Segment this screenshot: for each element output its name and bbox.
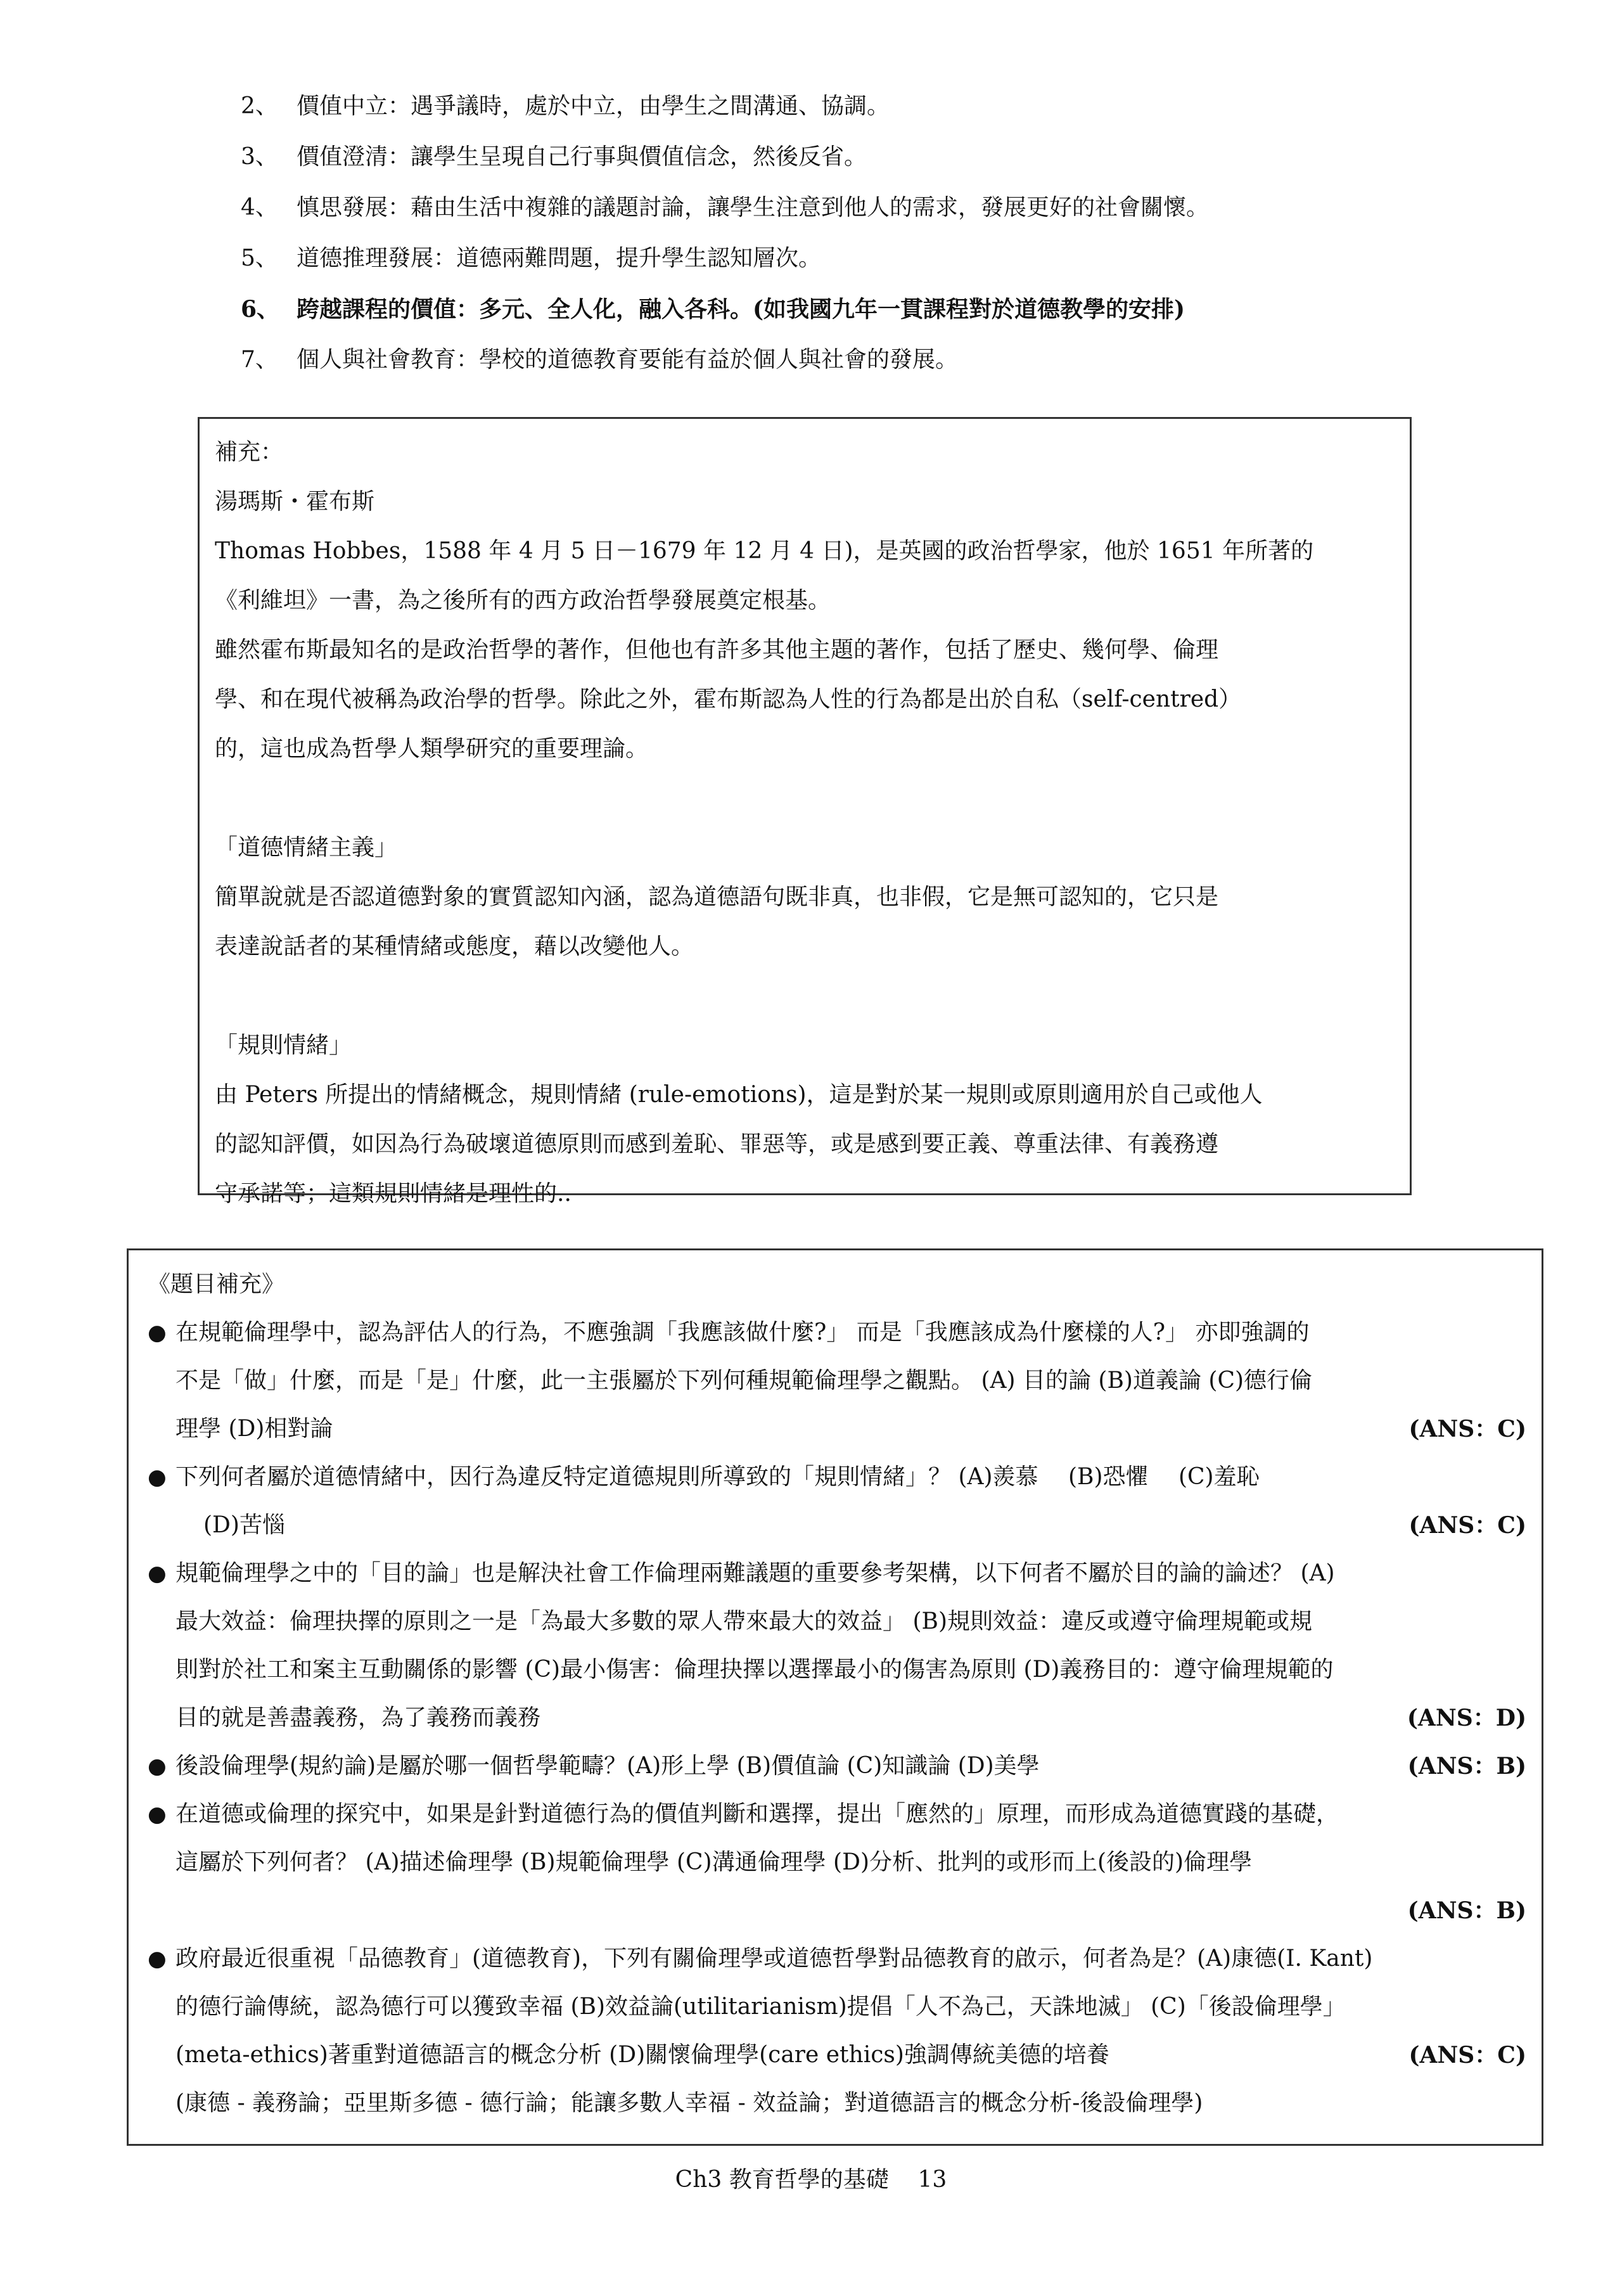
numbered-item [241, 132, 1445, 183]
question-item [148, 1935, 1526, 2127]
question-text: 目的就是善盡義務，為了義務而義務 [176, 1705, 541, 1731]
question-line: 的德行論傳統，認為德行可以獲致幸福 (B)效益論(utilitarianism)提倡「人不為己，天誅地滅」 (C)「後設倫理學」 [176, 1994, 1346, 2020]
supplement-subheading: 「道德情緒主義」 [215, 835, 398, 861]
numbered-item [241, 183, 1445, 233]
item-number: 5、 [241, 245, 278, 271]
question-line [148, 1887, 1526, 1935]
item-number: 4、 [241, 195, 278, 221]
question-line [148, 1742, 1526, 1790]
supplement-subheading: 「規則情緒」 [215, 1032, 352, 1058]
answer-label: (ANS：B) [1407, 1753, 1526, 1780]
question-item [148, 1742, 1526, 1790]
question-text: (meta-ethics)著重對道德語言的概念分析 (D)關懷倫理學(care ethics)強調傳統美德的培養 [176, 2042, 1109, 2068]
question-line: 政府最近很重視「品德教育」(道德教育)，下列有關倫理學或道德哲學對品德教育的啟示，何者為是？(A)康德(I. Kant) [176, 1946, 1373, 1972]
supplement-line: 《利維坦》一書，為之後所有的西方政治哲學發展奠定根基。 [215, 587, 831, 613]
numbered-item [241, 233, 1445, 284]
page-footer [0, 2161, 1622, 2199]
numbered-item [241, 335, 1445, 385]
supplement-heading: 補充： [215, 439, 284, 465]
answer-label: (ANS：D) [1407, 1705, 1526, 1731]
question-item [148, 1453, 1526, 1549]
supplement-line: 由 Peters 所提出的情緒概念，規則情緒 (rule-emotions)，這是對於某一規則或原則適用於自己或他人 [215, 1082, 1263, 1108]
question-line: 規範倫理學之中的「目的論」也是解決社會工作倫理兩難議題的重要參考架構，以下何者不屬於目的論的論述？ (A) [176, 1560, 1335, 1586]
numbered-item [241, 81, 1445, 132]
item-text: 道德推理發展：道德兩難問題，提升學生認知層次。 [297, 245, 822, 271]
item-text: 價值中立：遇爭議時，處於中立，由學生之間溝通、協調。 [297, 93, 890, 119]
bullet-icon: ● [148, 1561, 167, 1586]
question-text: (D)苦惱 [203, 1512, 285, 1538]
bullet-icon: ● [148, 1754, 167, 1779]
question-line: 在道德或倫理的探究中，如果是針對道德行為的價值判斷和選擇，提出「應然的」原理，而形成為道德實踐的基礎， [176, 1801, 1339, 1827]
questions-box [127, 1248, 1543, 2146]
question-text: 理學 (D)相對論 [176, 1416, 333, 1442]
supplement-line: 的，這也成為哲學人類學研究的重要理論。 [215, 736, 649, 762]
supplement-line: 的認知評價，如因為行為破壞道德原則而感到羞恥、罪惡等，或是感到要正義、尊重法律、有義務遵 [215, 1131, 1219, 1157]
numbered-item [241, 284, 1445, 335]
page-number: 13 [917, 2167, 947, 2193]
item-number: 2、 [241, 93, 278, 119]
item-text: 慎思發展：藉由生活中複雜的議題討論，讓學生注意到他人的需求，發展更好的社會關懷。 [297, 195, 1210, 221]
question-line: 這屬於下列何者？ (A)描述倫理學 (B)規範倫理學 (C)溝通倫理學 (D)分析、批判的或形而上(後設的)倫理學 [176, 1849, 1253, 1875]
supplement-line: 湯瑪斯・霍布斯 [215, 489, 375, 515]
supplement-line: 守承諾等；這類規則情緒是理性的.. [215, 1181, 572, 1207]
supplement-line: 簡單說就是否認道德對象的實質認知內涵，認為道德語句既非真，也非假，它是無可認知的，它只是 [215, 884, 1219, 910]
question-line: 最大效益：倫理抉擇的原則之一是「為最大多數的眾人帶來最大的效益」 (B)規則效益：違反或遵守倫理規範或規 [176, 1608, 1312, 1634]
numbered-list [241, 81, 1445, 385]
question-line: 在規範倫理學中，認為評估人的行為，不應強調「我應該做什麼?」 而是「我應該成為什麼樣的人?」 亦即強調的 [176, 1319, 1310, 1345]
question-line [148, 1405, 1526, 1453]
answer-label: (ANS：B) [1407, 1897, 1526, 1924]
supplement-line: 雖然霍布斯最知名的是政治哲學的著作，但他也有許多其他主題的著作，包括了歷史、幾何學、倫理 [215, 637, 1219, 663]
supplement-line: 表達說話者的某種情緒或態度，藉以改變他人。 [215, 933, 694, 959]
question-line [148, 2031, 1526, 2079]
question-note: (康德 - 義務論；亞里斯多德 - 德行論；能讓多數人幸福 - 效益論；對道德語言的概念分析-後設倫理學) [176, 2090, 1203, 2116]
item-text: 價值澄清：讓學生呈現自己行事與價值信念，然後反省。 [297, 144, 867, 170]
supplement-line: Thomas Hobbes，1588 年 4 月 5 日－1679 年 12 月 4 日)，是英國的政治哲學家，他於 1651 年所著的 [215, 538, 1314, 564]
item-text: 個人與社會教育：學校的道德教育要能有益於個人與社會的發展。 [297, 347, 959, 373]
question-line: 下列何者屬於道德情緒中，因行為違反特定道德規則所導致的「規則情緒」？ (A)羨慕 (B)恐懼 (C)羞恥 [176, 1464, 1260, 1490]
item-number: 3、 [241, 144, 278, 170]
question-item [148, 1309, 1526, 1453]
supplement-gap [215, 774, 1395, 823]
supplement-box [198, 417, 1412, 1207]
bullet-icon: ● [148, 1946, 167, 1972]
supplement-gap [215, 972, 1395, 1021]
answer-label: (ANS：C) [1408, 1512, 1526, 1539]
question-line [148, 1501, 1526, 1549]
question-item [148, 1790, 1526, 1935]
question-line: 不是「做」什麼，而是「是」什麼，此一主張屬於下列何種規範倫理學之觀點。 (A) 目的論 (B)道義論 (C)德行倫 [176, 1368, 1313, 1394]
questions-heading: 《題目補充》 [148, 1271, 285, 1297]
answer-label: (ANS：C) [1408, 2042, 1526, 2068]
item-number: 7、 [241, 347, 278, 373]
supplement-line: 學、和在現代被稱為政治學的哲學。除此之外，霍布斯認為人性的行為都是出於自私（self-centred） [215, 686, 1242, 712]
question-item [148, 1549, 1526, 1742]
item-text: 跨越課程的價值：多元、全人化，融入各科。(如我國九年一貫課程對於道德教學的安排) [297, 296, 1185, 323]
question-line: 則對於社工和案主互動關係的影響 (C)最小傷害：倫理抉擇以選擇最小的傷害為原則 (D)義務目的：遵守倫理規範的 [176, 1657, 1334, 1683]
question-line [148, 1694, 1526, 1742]
bullet-icon: ● [148, 1320, 167, 1345]
item-number: 6、 [241, 296, 280, 323]
chapter-title: Ch3 教育哲學的基礎 [675, 2167, 889, 2193]
question-text: 後設倫理學(規約論)是屬於哪一個哲學範疇？(A)形上學 (B)價值論 (C)知識論 (D)美學 [176, 1753, 1040, 1779]
answer-label: (ANS：C) [1408, 1416, 1526, 1442]
bullet-icon: ● [148, 1465, 167, 1490]
bullet-icon: ● [148, 1802, 167, 1827]
